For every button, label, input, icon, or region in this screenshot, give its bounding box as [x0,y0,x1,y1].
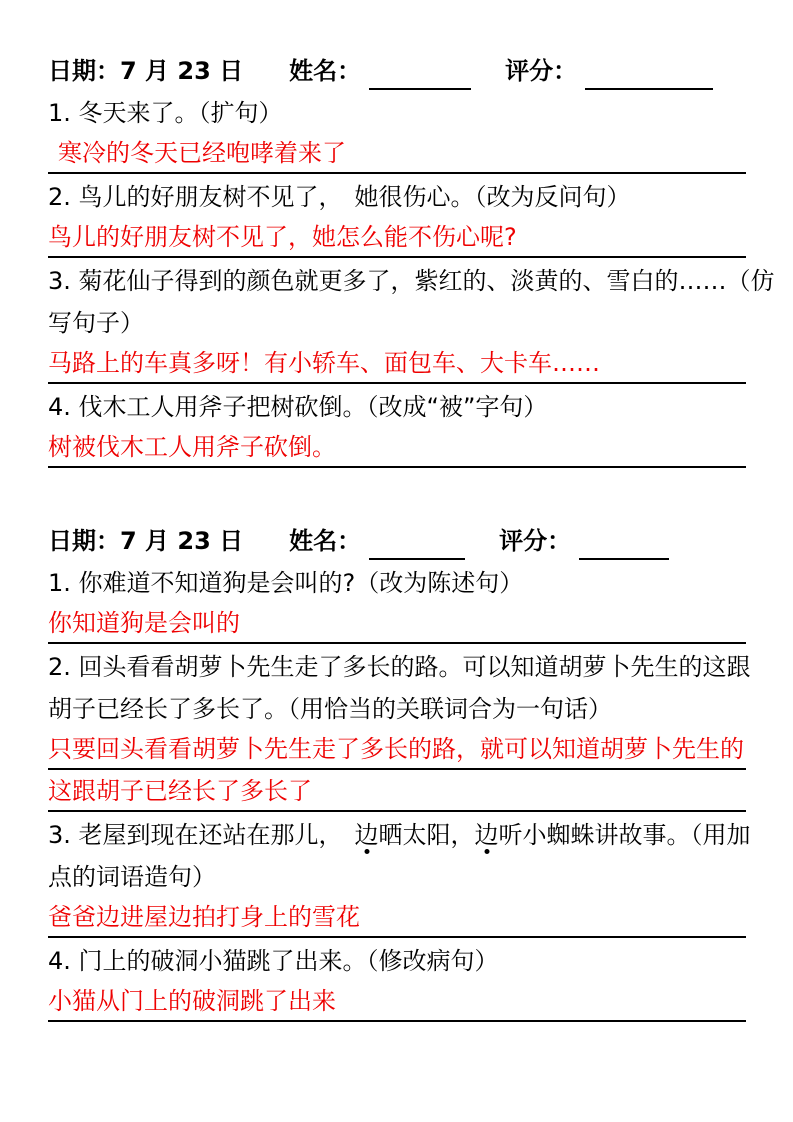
question-line [48,644,751,686]
answer-text: 鸟儿的好朋友树不见了，她怎么能不伤心呢? [48,223,517,252]
name-group [289,528,465,560]
question-line [48,812,751,854]
answer-text: 树被伐木工人用斧子砍倒。 [48,433,336,462]
question-text: 1. 你难道不知道狗是会叫的?（改为陈述句） [48,569,524,598]
question-segment: 3. 老屋到现在还站在那儿， [48,821,355,850]
answer-text: 只要回头看看胡萝卜先生走了多长的路，就可以知道胡萝卜先生的 [48,735,744,764]
question-text: 1. 冬天来了。（扩句） [48,99,283,128]
score-label: 评分： [499,527,572,556]
date-label: 日期： [48,527,120,556]
question-text: 写句子） [48,309,144,338]
question-line [48,90,746,132]
answer-line [48,132,746,174]
question-text: 点的词语造句） [48,863,216,892]
date-value: 7 月 23 日 [120,57,244,86]
score-label: 评分： [505,57,578,86]
worksheet-section-2 [48,518,751,1022]
question-segment: 听小蜘蛛讲故事。（用加 [498,821,751,850]
date-group [48,528,243,560]
answer-line [48,602,746,644]
question-line [48,384,746,426]
answer-text: 小猫从门上的破洞跳了出来 [48,987,336,1016]
question-line [48,258,775,300]
answer-line [48,980,746,1022]
section-1-header [48,48,746,90]
question-text-with-emphasis [48,822,751,854]
question-line [48,938,746,980]
score-blank [579,532,669,560]
question-text: 4. 伐木工人用斧子把树砍倒。（改成“被”字句） [48,393,548,422]
question-line-continuation [48,686,746,728]
answer-line [48,896,746,938]
answer-line-continuation [48,770,746,812]
answer-line [48,728,746,770]
date-label: 日期： [48,57,120,86]
date-value: 7 月 23 日 [120,527,244,556]
answer-line [48,216,746,258]
answer-text: 马路上的车真多呀！有小轿车、面包车、大卡车…… [48,349,600,378]
question-text: 2. 鸟儿的好朋友树不见了， 她很伤心。（改为反问句） [48,183,631,212]
answer-line [48,426,746,468]
answer-text: 爸爸边进屋边拍打身上的雪花 [48,903,360,932]
question-line-continuation [48,300,746,342]
emphasized-char: 边 [474,821,499,850]
name-blank [369,532,465,560]
worksheet-section-1 [48,48,775,468]
question-line [48,174,746,216]
question-line-continuation [48,854,746,896]
name-label: 姓名： [289,57,362,86]
name-label: 姓名： [289,527,362,556]
emphasized-char: 边 [354,821,379,850]
answer-line [48,342,746,384]
answer-text: 你知道狗是会叫的 [48,609,240,638]
name-group [289,58,471,90]
date-group [48,58,243,90]
question-line [48,560,746,602]
question-segment: 晒太阳， [378,821,475,850]
score-group [505,58,713,90]
name-blank [369,62,471,90]
score-group [499,528,669,560]
answer-text: 这跟胡子已经长了多长了 [48,777,312,806]
section-2-header [48,518,746,560]
score-blank [585,62,713,90]
question-text: 3. 菊花仙子得到的颜色就更多了，紫红的、淡黄的、雪白的……（仿 [48,267,775,296]
question-text: 2. 回头看看胡萝卜先生走了多长的路。可以知道胡萝卜先生的这跟 [48,653,751,682]
question-text: 胡子已经长了多长了。（用恰当的关联词合为一句话） [48,695,612,724]
question-text: 4. 门上的破洞小猫跳了出来。（修改病句） [48,947,499,976]
answer-text: 寒冷的冬天已经咆哮着来了 [58,139,346,168]
